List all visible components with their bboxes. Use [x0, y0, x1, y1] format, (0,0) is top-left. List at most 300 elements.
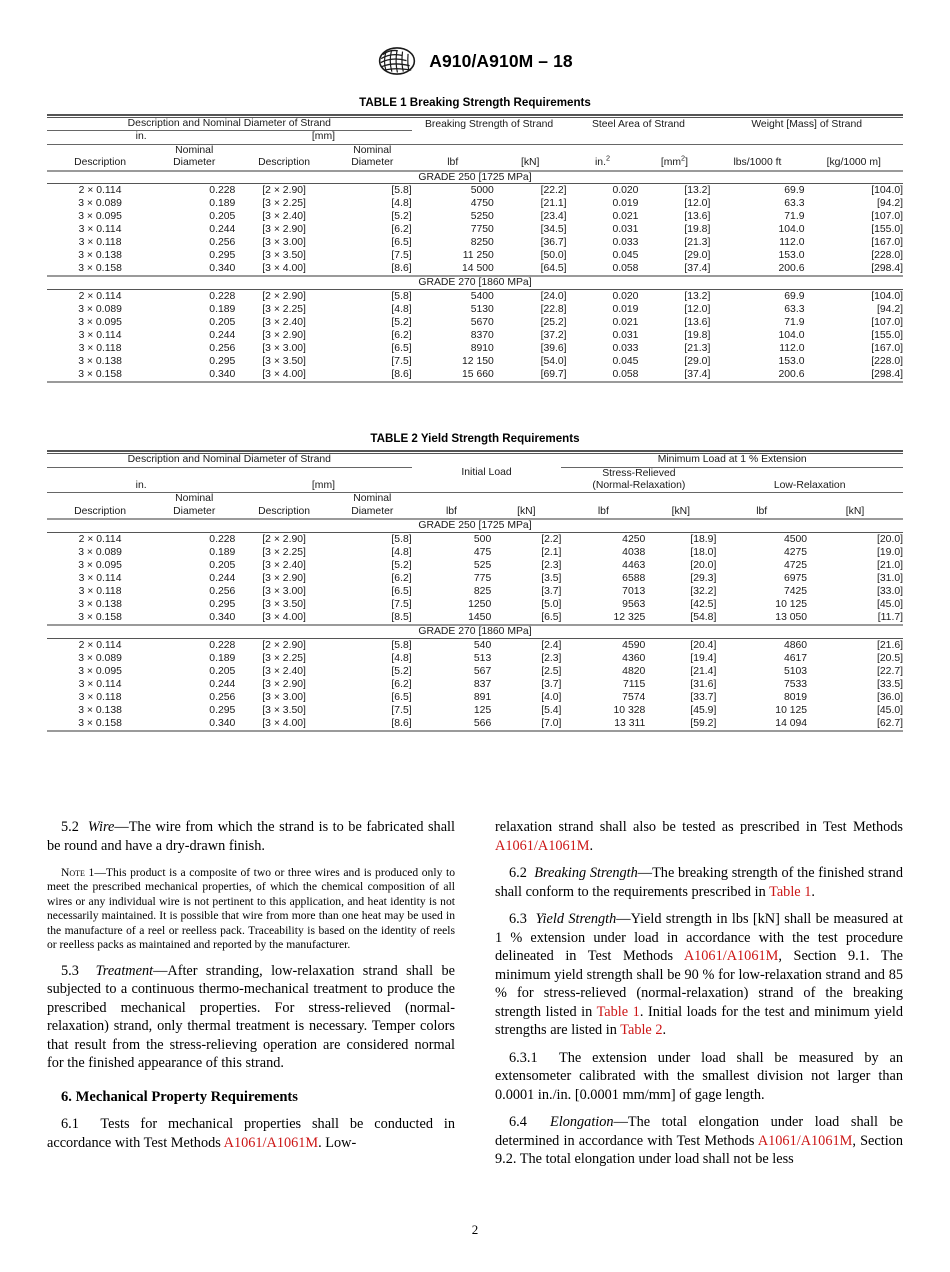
group-header-initial-load: Initial Load — [461, 467, 512, 479]
table-row — [47, 652, 903, 665]
table-cell: [7.5] — [391, 250, 412, 262]
table-row — [47, 197, 903, 210]
table-cell: [167.0] — [871, 343, 903, 355]
table-cell: [6.5] — [541, 612, 562, 624]
body-columns — [47, 818, 903, 1169]
table-1-sub-header-row — [47, 131, 903, 144]
paragraph-6-3-1 — [495, 1049, 903, 1105]
col-header-description-in: Description — [47, 493, 153, 519]
sub-header-inches: in. — [47, 467, 235, 493]
table-row — [47, 210, 903, 223]
table-cell: 3 × 0.114 — [78, 573, 122, 585]
table-cell: 7115 — [622, 679, 646, 691]
table-cell: [3 × 3.00] — [262, 692, 306, 704]
table-cell: 3 × 0.095 — [78, 317, 122, 329]
table-cell: [29.0] — [684, 356, 711, 368]
table-cell: 0.021 — [612, 317, 639, 329]
grade-section-header — [47, 519, 903, 532]
table-cell: 0.295 — [209, 705, 236, 717]
table-cell: 3 × 0.118 — [78, 586, 122, 598]
table-cell: [31.6] — [690, 679, 717, 691]
table-cell: [167.0] — [871, 237, 903, 249]
table-cell: [3 × 3.50] — [262, 599, 306, 611]
table-cell: [20.0] — [877, 534, 903, 546]
table-cell: [13.2] — [684, 291, 711, 303]
note-label: Note — [61, 866, 85, 879]
table-cell: 525 — [473, 560, 492, 572]
table-row — [47, 303, 903, 316]
table-cell: [5.2] — [391, 317, 412, 329]
table-cell: 13 311 — [614, 718, 646, 730]
table-cell: [3 × 3.50] — [262, 250, 306, 262]
table-cell: [21.6] — [877, 640, 903, 652]
col-header-lr-lbf: lbf — [716, 493, 807, 519]
table-cell: [2.3] — [541, 653, 562, 665]
paragraph-6-1-continued — [495, 818, 903, 855]
table-cell: 567 — [473, 666, 492, 678]
table-cell: 0.019 — [612, 304, 639, 316]
table-cell: 4275 — [783, 547, 808, 559]
para-term-breaking-strength: Breaking Strength — [534, 865, 638, 881]
reference-table-2-link[interactable]: Table 2 — [620, 1022, 663, 1038]
table-cell: 9563 — [622, 599, 646, 611]
table-cell: [228.0] — [871, 356, 903, 368]
table-cell: [5.2] — [391, 666, 412, 678]
paragraph-5-2 — [47, 818, 455, 855]
table-cell: 153.0 — [778, 250, 805, 262]
table-cell: 10 125 — [775, 705, 808, 717]
paragraph-5-3 — [47, 962, 455, 1073]
grade-label: GRADE 250 [1725 MPa] — [47, 171, 903, 184]
table-cell: 4038 — [622, 547, 646, 559]
para-text-6-2-a: —The breaking strength of the finished strand shall conform to the requirements prescribed in — [495, 865, 903, 900]
table-2-bottom-rule — [47, 731, 903, 733]
left-column — [47, 818, 455, 1169]
table-cell: 1250 — [468, 599, 492, 611]
table-cell: 112.0 — [779, 343, 805, 355]
table-cell: [19.8] — [684, 330, 711, 342]
table-cell: 3 × 0.089 — [78, 304, 122, 316]
table-cell: 500 — [473, 534, 492, 546]
table-row — [47, 704, 903, 717]
table-cell: 0.256 — [209, 343, 236, 355]
table-cell: [107.0] — [871, 211, 903, 223]
table-cell: [3 × 3.50] — [262, 705, 306, 717]
table-row — [47, 546, 903, 559]
table-cell: [62.7] — [877, 718, 903, 730]
table-cell: [5.8] — [391, 534, 412, 546]
table-cell: 14 500 — [462, 263, 494, 275]
table-cell: [5.8] — [391, 185, 412, 197]
table-cell: [6.5] — [391, 692, 412, 704]
table-row — [47, 342, 903, 355]
para-text-6-4-b: , Section 9.2. The total elongation under load shall not be less — [495, 1132, 903, 1167]
table-cell: 0.340 — [209, 369, 236, 381]
table-cell: [7.5] — [391, 705, 412, 717]
table-row — [47, 223, 903, 236]
table-cell: [3.5] — [541, 573, 562, 585]
table-cell: 0.033 — [612, 237, 639, 249]
table-cell: 3 × 0.138 — [78, 356, 122, 368]
table-cell: 3 × 0.095 — [78, 666, 122, 678]
table-cell: 3 × 0.138 — [78, 250, 122, 262]
table-cell: [24.0] — [540, 291, 567, 303]
table-cell: 566 — [473, 718, 492, 730]
para-text-6-3-a: —Yield strength in lbs [kN] shall be measured at 1 % extension under load in accordance with the test procedure delineated in Test Methods — [495, 911, 903, 964]
table-cell: [94.2] — [877, 304, 903, 316]
table-cell: [19.0] — [877, 547, 903, 559]
table-cell: [45.9] — [690, 705, 717, 717]
table-cell: 2 × 0.114 — [78, 534, 122, 546]
table-cell: 5000 — [470, 185, 494, 197]
table-cell: 0.031 — [612, 224, 639, 236]
table-cell: 0.228 — [209, 185, 236, 197]
table-cell: 3 × 0.089 — [78, 653, 122, 665]
table-cell: 837 — [473, 679, 492, 691]
table-cell: 11 250 — [462, 250, 494, 262]
table-cell: [228.0] — [871, 250, 903, 262]
table-cell: [3 × 3.00] — [262, 343, 306, 355]
table-cell: 0.244 — [209, 679, 236, 691]
col-header-kn: [kN] — [494, 144, 567, 170]
para-text-5-2: —The wire from which the strand is to be fabricated shall be round and have a dry-drawn finish. — [47, 819, 455, 854]
group-header-minimum-load: Minimum Load at 1 % Extension — [561, 454, 903, 467]
table-cell: [13.6] — [684, 317, 711, 329]
table-cell: 0.205 — [209, 560, 236, 572]
table-cell: [69.7] — [540, 369, 567, 381]
grade-label: GRADE 270 [1860 MPa] — [47, 276, 903, 289]
table-cell: [33.5] — [877, 679, 903, 691]
table-cell: 5130 — [470, 304, 494, 316]
paragraph-6-1 — [47, 1115, 455, 1152]
table-cell: 0.244 — [209, 224, 236, 236]
table-row — [47, 559, 903, 572]
table-cell: [3 × 4.00] — [262, 263, 306, 275]
table-cell: 2 × 0.114 — [78, 291, 122, 303]
table-cell: [18.9] — [690, 534, 717, 546]
table-row — [47, 572, 903, 585]
table-cell: 0.033 — [612, 343, 639, 355]
page-number: 2 — [471, 1222, 479, 1237]
table-cell: [2 × 2.90] — [262, 185, 306, 197]
table-cell: 4250 — [622, 534, 646, 546]
table-1-column-header-row — [47, 144, 903, 170]
col-header-nominal-diameter-mm: Nominal Diameter — [333, 493, 412, 519]
table-cell: 104.0 — [778, 224, 805, 236]
reference-table-1-link[interactable]: Table 1 — [596, 1003, 640, 1020]
table-cell: 891 — [473, 692, 492, 704]
col-header-sr-lbf: lbf — [561, 493, 645, 519]
para-text-6-2-b: . — [811, 883, 815, 900]
table-1-bottom-rule — [47, 382, 903, 384]
table-cell: 0.244 — [209, 330, 236, 342]
table-cell: 4820 — [622, 666, 646, 678]
table-cell: [3 × 2.25] — [262, 198, 306, 210]
table-row — [47, 236, 903, 249]
table-cell: 6975 — [783, 573, 808, 585]
sub-header-stress-relieved: Stress-Relieved (Normal-Relaxation) — [592, 467, 686, 491]
sub-header-inches: in. — [47, 131, 235, 144]
table-cell: [6.5] — [391, 586, 412, 598]
table-cell: [21.4] — [690, 666, 717, 678]
table-cell: 125 — [473, 705, 492, 717]
col-header-mm-squared: $[mm^2]$ — [638, 144, 710, 170]
table-cell: [21.3] — [684, 343, 711, 355]
right-column — [495, 818, 903, 1169]
table-cell: [20.4] — [690, 640, 717, 652]
table-cell: 540 — [473, 640, 492, 652]
table-cell: [3 × 2.90] — [262, 224, 306, 236]
section-heading-6: 6. Mechanical Property Requirements — [61, 1088, 298, 1105]
table-cell: [2.4] — [541, 640, 562, 652]
table-cell: 4500 — [783, 534, 808, 546]
table-cell: 0.340 — [209, 612, 236, 624]
table-cell: 4725 — [783, 560, 808, 572]
reference-a1061-link[interactable]: A1061/A1061M — [495, 837, 590, 854]
table-cell: [64.5] — [540, 263, 567, 275]
table-cell: 14 094 — [775, 718, 808, 730]
table-cell: [22.8] — [540, 304, 567, 316]
para-term-yield-strength: Yield Strength — [535, 911, 617, 927]
table-cell: 3 × 0.158 — [78, 612, 122, 624]
table-row — [47, 665, 903, 678]
table-cell: [37.4] — [684, 369, 711, 381]
para-number-6-2: 6.2 — [509, 865, 527, 881]
table-cell: 0.045 — [612, 250, 639, 262]
para-text-6-4-a: —The total elongation under load shall be determined in accordance with Test Methods — [495, 1114, 903, 1149]
table-cell: 1450 — [468, 612, 492, 624]
sub-header-mm: [mm] — [235, 131, 411, 144]
table-row — [47, 262, 903, 276]
table-cell: [6.2] — [391, 224, 412, 236]
table-cell: [22.7] — [877, 666, 903, 678]
reference-a1061-link[interactable]: A1061/A1061M — [757, 1132, 853, 1149]
para-number-6-3-1: 6.3.1 — [509, 1049, 538, 1066]
table-cell: 8910 — [470, 343, 494, 355]
table-cell: 12 325 — [613, 612, 646, 624]
table-cell: [6.2] — [391, 573, 412, 585]
table-cell: [8.6] — [391, 369, 412, 381]
table-cell: [13.6] — [684, 211, 711, 223]
table-cell: 0.340 — [209, 263, 236, 275]
document-header — [0, 0, 950, 80]
table-cell: 3 × 0.158 — [78, 263, 122, 275]
table-1-group-header-row — [47, 118, 903, 131]
para-term-elongation: Elongation — [550, 1114, 614, 1130]
table-cell: 0.058 — [612, 263, 639, 275]
para-term-treatment: Treatment — [95, 962, 154, 979]
table-cell: 475 — [473, 547, 492, 559]
table-cell: 4590 — [622, 640, 646, 652]
table-cell: [13.2] — [684, 185, 711, 197]
table-cell: [31.0] — [877, 573, 903, 585]
table-cell: 5250 — [470, 211, 494, 223]
table-cell: [3.7] — [541, 586, 562, 598]
table-row — [47, 585, 903, 598]
table-cell: 69.9 — [784, 291, 805, 303]
table-cell: [50.0] — [540, 250, 567, 262]
table-cell: 0.189 — [209, 198, 236, 210]
table-cell: [104.0] — [871, 185, 903, 197]
col-header-description-mm: Description — [235, 493, 333, 519]
table-cell: [3 × 2.90] — [262, 573, 306, 585]
table-cell: 0.228 — [209, 291, 236, 303]
table-row — [47, 368, 903, 382]
table-cell: [5.8] — [391, 640, 412, 652]
table-2-group-header-row — [47, 454, 903, 467]
table-cell: 0.205 — [209, 317, 236, 329]
table-cell: [4.8] — [391, 304, 412, 316]
table-cell: [3 × 2.40] — [262, 666, 306, 678]
table-cell: [155.0] — [871, 224, 903, 236]
col-header-initial-kn: [kN] — [491, 493, 561, 519]
grade-label: GRADE 270 [1860 MPa] — [47, 625, 903, 638]
table-cell: 0.189 — [209, 653, 236, 665]
col-header-lbf: lbf — [412, 144, 494, 170]
table-cell: [3 × 4.00] — [262, 369, 306, 381]
table-1-caption: TABLE 1 Breaking Strength Requirements — [359, 96, 591, 109]
table-cell: [6.5] — [391, 237, 412, 249]
para-text-6-3-d: . — [662, 1022, 667, 1038]
table-cell: 3 × 0.095 — [78, 211, 122, 223]
group-header-steel-area: Steel Area of Strand — [591, 118, 685, 130]
table-cell: 0.205 — [209, 666, 236, 678]
col-header-in-squared: in.$^2$ — [567, 144, 639, 170]
table-cell: 0.205 — [209, 211, 236, 223]
table-cell: 2 × 0.114 — [78, 640, 122, 652]
table-2-column-header-row — [47, 493, 903, 519]
table-cell: [37.4] — [684, 263, 711, 275]
table-cell: 7425 — [783, 586, 808, 598]
para-number-5-3: 5.3 — [61, 962, 79, 979]
reference-table-1-link[interactable]: Table 1 — [769, 883, 812, 900]
table-cell: [2.1] — [541, 547, 562, 559]
col-header-lr-kn: [kN] — [807, 493, 903, 519]
reference-a1061-link[interactable]: A1061/A1061M — [683, 948, 779, 964]
table-cell: [2.2] — [541, 534, 562, 546]
table-row — [47, 316, 903, 329]
note-1 — [47, 866, 455, 953]
table-cell: [54.0] — [540, 356, 567, 368]
table-cell: 13 050 — [775, 612, 808, 624]
table-cell: [5.8] — [391, 291, 412, 303]
table-cell: [21.0] — [877, 560, 903, 572]
table-cell: [11.7] — [877, 612, 903, 624]
table-cell: 15 660 — [462, 369, 494, 381]
table-cell: 8019 — [783, 692, 808, 704]
table-row — [47, 691, 903, 704]
para-number-6-3: 6.3 — [509, 911, 527, 927]
table-cell: [12.0] — [684, 198, 711, 210]
table-cell: 4750 — [470, 198, 494, 210]
table-2-block — [47, 432, 903, 733]
col-header-kg-per-1000m: [kg/1000 m] — [805, 144, 904, 170]
table-cell: [45.0] — [877, 705, 903, 717]
table-cell: [3 × 4.00] — [262, 718, 306, 730]
table-cell: 63.3 — [784, 198, 805, 210]
table-cell: 0.031 — [612, 330, 639, 342]
table-cell: 0.295 — [209, 250, 236, 262]
grade-section-header — [47, 171, 903, 184]
para-text-6-1-cont: relaxation strand shall also be tested as prescribed in Test Methods — [495, 819, 903, 835]
table-1-body — [47, 171, 903, 383]
table-cell: [3.7] — [541, 679, 562, 691]
table-1 — [47, 114, 903, 384]
table-cell: 3 × 0.114 — [78, 224, 122, 236]
table-row — [47, 678, 903, 691]
paragraph-6-2 — [495, 864, 903, 901]
table-cell: [8.6] — [391, 718, 412, 730]
table-cell: [298.4] — [871, 263, 903, 275]
table-cell: [59.2] — [690, 718, 717, 730]
table-cell: [45.0] — [877, 599, 903, 611]
table-cell: [3 × 2.40] — [262, 560, 306, 572]
para-text-6-3-1: The extension under load shall be measured by an extensometer calibrated with the smallest division not larger than 0.0001 in./in. [0.0001 mm/mm] of gage length. — [495, 1049, 903, 1103]
table-cell: [29.3] — [690, 573, 717, 585]
table-cell: [4.0] — [541, 692, 562, 704]
para-text-6-1-a: Tests for mechanical properties shall be conducted in accordance with Test Methods — [47, 1116, 455, 1151]
table-cell: 200.6 — [778, 263, 805, 275]
table-cell: [19.8] — [684, 224, 711, 236]
table-cell: 5103 — [783, 666, 808, 678]
paragraph-6-4 — [495, 1113, 903, 1169]
table-cell: [3 × 3.50] — [262, 356, 306, 368]
table-row — [47, 355, 903, 368]
table-cell: 8250 — [470, 237, 494, 249]
table-cell: [18.0] — [690, 547, 717, 559]
table-cell: [3 × 2.40] — [262, 211, 306, 223]
table-cell: 0.256 — [209, 692, 236, 704]
table-cell: [6.5] — [391, 343, 412, 355]
table-cell: [7.5] — [391, 356, 412, 368]
table-cell: 3 × 0.138 — [78, 599, 122, 611]
table-cell: 0.244 — [209, 573, 236, 585]
table-cell: [8.5] — [391, 612, 412, 624]
group-header-description-diameter: Description and Nominal Diameter of Strand — [47, 454, 412, 467]
table-cell: [94.2] — [877, 198, 903, 210]
table-cell: 4463 — [622, 560, 646, 572]
table-cell: 10 328 — [613, 705, 646, 717]
table-cell: 4360 — [622, 653, 646, 665]
col-header-nominal-diameter-mm: Nominal Diameter — [333, 144, 412, 170]
reference-a1061-link[interactable]: A1061/A1061M — [223, 1134, 319, 1151]
table-cell: 3 × 0.118 — [78, 343, 122, 355]
table-cell: 69.9 — [784, 185, 805, 197]
table-cell: [2.3] — [541, 560, 562, 572]
table-2-caption: TABLE 2 Yield Strength Requirements — [370, 432, 580, 446]
table-cell: 3 × 0.114 — [78, 330, 122, 342]
table-cell: [3 × 3.00] — [262, 237, 306, 249]
col-header-description-mm: Description — [235, 144, 333, 170]
table-cell: 825 — [473, 586, 492, 598]
table-cell: [33.0] — [877, 586, 903, 598]
table-cell: [3 × 2.90] — [262, 679, 306, 691]
table-cell: [21.1] — [540, 198, 567, 210]
table-cell: 3 × 0.158 — [78, 718, 122, 730]
para-text-5-3: —After stranding, low-relaxation strand shall be subjected to a continuous thermo-mechanical treatment to produce the prescribed mechanical properties. For stress-relieved (normal-relaxation) strand, only thermal treatment is necessary. Temper colors that result from the stress-relieving operation are considered normal for the finished appearance of this strand. — [47, 962, 455, 1072]
table-cell: [54.8] — [690, 612, 717, 624]
table-cell: 7533 — [783, 679, 808, 691]
table-cell: 7750 — [470, 224, 494, 236]
table-cell: 6588 — [622, 573, 646, 585]
table-1-block — [47, 96, 903, 384]
table-cell: 0.058 — [612, 369, 639, 381]
table-cell: 5670 — [470, 317, 494, 329]
table-cell: 112.0 — [779, 237, 805, 249]
table-row — [47, 611, 903, 625]
table-cell: [6.2] — [391, 330, 412, 342]
table-cell: [25.2] — [540, 317, 567, 329]
